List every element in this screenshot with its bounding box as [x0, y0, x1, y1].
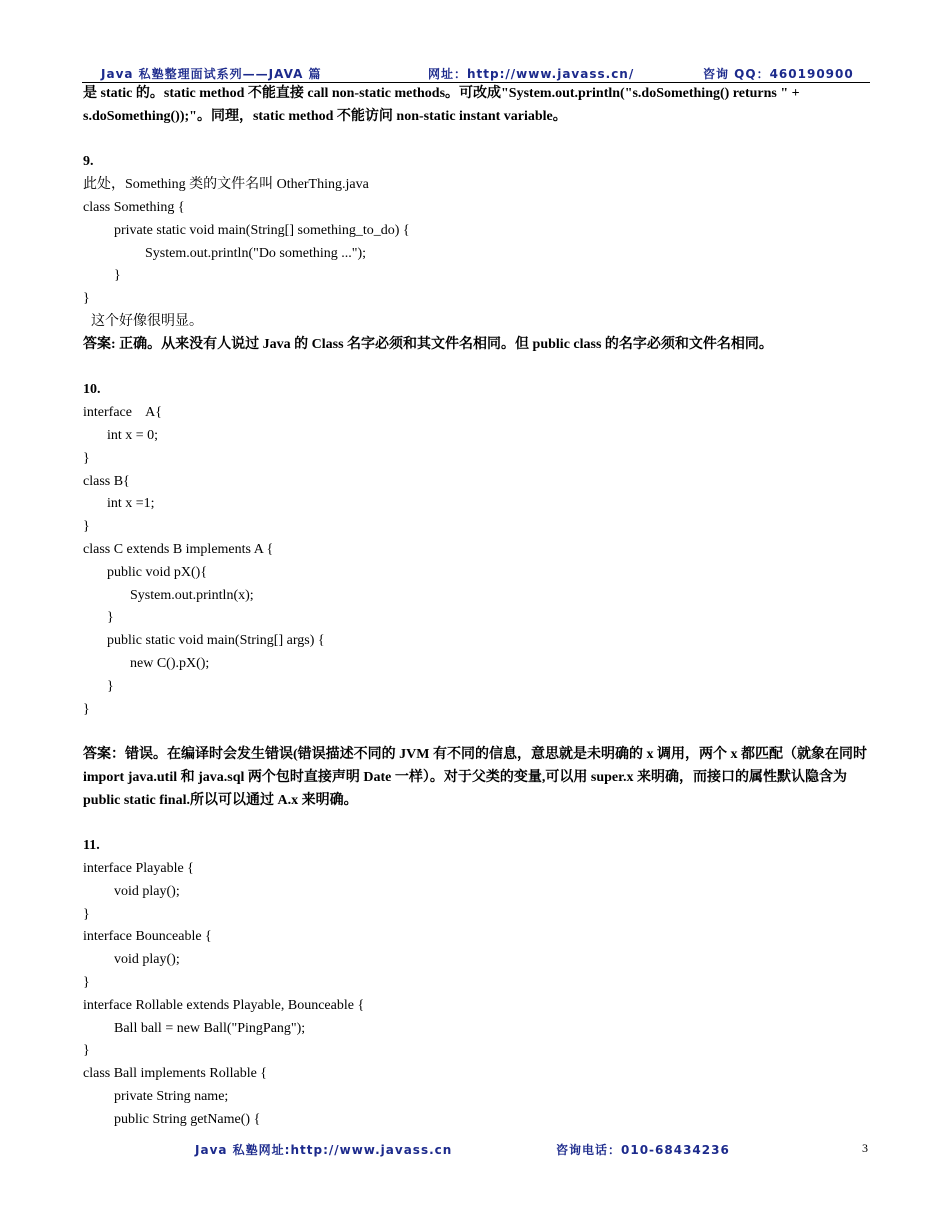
document-body — [83, 83, 873, 1132]
code-line: Ball ball = new Ball("PingPang"); — [114, 1020, 306, 1036]
question-9-intro: 此处，Something 类的文件名叫 OtherThing.java — [83, 177, 369, 193]
code-line: int x = 0; — [107, 427, 159, 443]
code-line: void play(); — [114, 883, 180, 899]
code-line: public static void main(String[] args) { — [107, 633, 325, 649]
code-line: } — [83, 701, 90, 717]
code-line: } — [83, 450, 90, 466]
code-line: public void pX(){ — [107, 564, 208, 580]
code-line: interface Rollable extends Playable, Bounceable { — [83, 997, 365, 1013]
footer-phone: 咨询电话：010-68434236 — [556, 1143, 730, 1157]
code-line: class C extends B implements A { — [83, 541, 274, 557]
code-line: private String name; — [114, 1089, 229, 1105]
page-number: 3 — [862, 1141, 868, 1155]
code-line: interface A{ — [83, 405, 163, 421]
code-line: System.out.println(x); — [130, 587, 254, 603]
code-line: } — [83, 519, 90, 535]
page-header — [82, 62, 870, 83]
static-paragraph-line-1: 是 static 的。static method 不能直接 call non-static methods。可改成"System.out.println("s.doSomething() returns " + — [83, 86, 800, 101]
code-line: } — [83, 906, 90, 922]
header-website: 网址：http://www.javass.cn/ — [428, 67, 635, 81]
question-9-comment: 这个好像很明显。 — [91, 313, 203, 329]
code-line: System.out.println("Do something ..."); — [145, 245, 367, 261]
code-line: } — [114, 268, 121, 284]
question-9-number: 9. — [83, 154, 94, 170]
code-line: private static void main(String[] something_to_do) { — [114, 222, 410, 238]
code-line: class Something { — [83, 199, 185, 215]
header-qq: 咨询 QQ：460190900 — [703, 67, 854, 81]
question-10-answer: 答案：错误。在编译时会发生错误(错误描述不同的 JVM 有不同的信息，意思就是未明确的 x 调用，两个 x 都匹配（就象在同时 import java.util 和 java.sql 两个包时直接声明 Date 一样）。对于父类的变量,可以用 super.x 来明确，而接口的属性默认隐含为 public static final.所以可以通过 A.x 来明确。 — [83, 747, 867, 808]
code-line: new C().pX(); — [130, 655, 210, 671]
code-line: interface Playable { — [83, 861, 194, 877]
question-9-answer: 答案: 正确。从来没有人说过 Java 的 Class 名字必须和其文件名相同。但 public class 的名字必须和文件名相同。 — [83, 336, 773, 352]
question-10-number: 10. — [83, 382, 101, 398]
code-line: class Ball implements Rollable { — [83, 1066, 268, 1082]
static-paragraph-line-2: s.doSomething());"。同理，static method 不能访问 non-static instant variable。 — [83, 108, 567, 124]
code-line: } — [83, 291, 90, 307]
code-line: } — [107, 678, 114, 694]
code-line: } — [83, 1043, 90, 1059]
code-line: class B{ — [83, 473, 130, 489]
code-line: } — [83, 975, 90, 991]
code-line: void play(); — [114, 952, 180, 968]
question-11-number: 11. — [83, 838, 100, 854]
code-line: interface Bounceable { — [83, 929, 212, 945]
footer-website: Java 私塾网址:http://www.javass.cn — [195, 1143, 453, 1157]
code-line: public String getName() { — [114, 1111, 261, 1127]
header-title: Java 私塾整理面试系列——JAVA 篇 — [101, 67, 322, 81]
page-footer — [0, 1140, 950, 1160]
code-line: } — [107, 610, 114, 626]
code-line: int x =1; — [107, 496, 155, 512]
